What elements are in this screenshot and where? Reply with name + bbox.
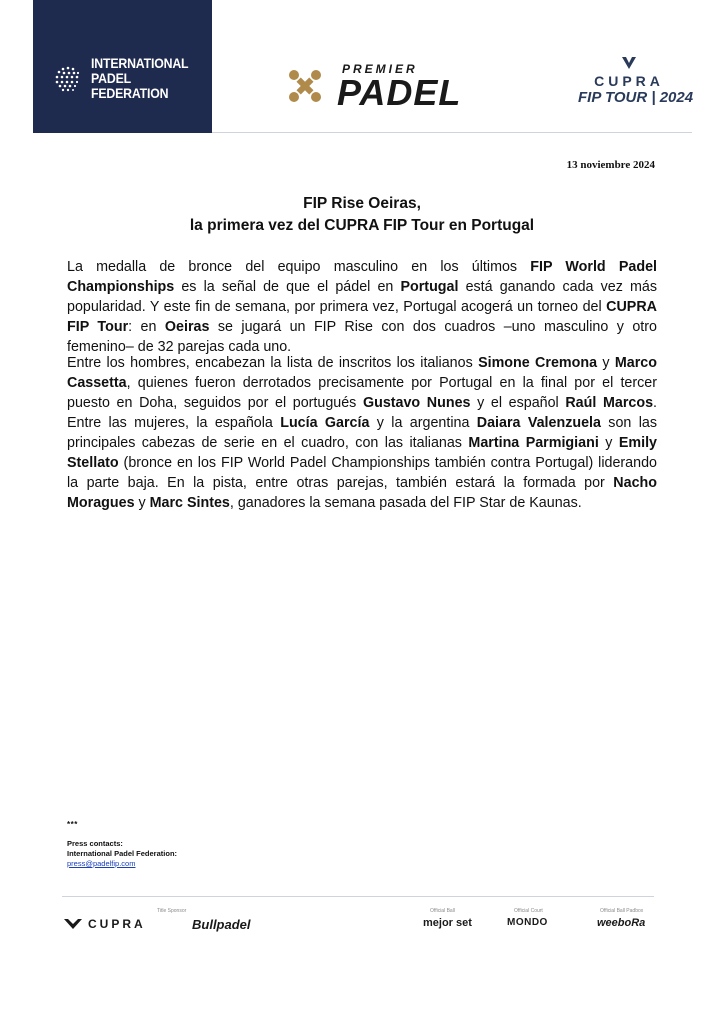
cupra-emblem-icon (578, 55, 680, 73)
press-contacts-org: International Padel Federation: (67, 849, 178, 858)
header-divider (212, 132, 692, 133)
padel-label: PADEL (337, 72, 462, 113)
padel-ball-icon (53, 64, 83, 94)
sponsor-cupra (64, 917, 146, 931)
bold-run: Nacho Moragues (67, 475, 657, 511)
text-run: . Entre las mujeres, la española (67, 395, 658, 431)
sponsor-weeboro: weeboRa (597, 917, 646, 929)
sponsor-caption-title: Title Sponsor (157, 908, 187, 914)
bold-run: Portugal (400, 279, 459, 295)
sponsor-bullpadel: Bullpadel (192, 917, 251, 932)
text-run: y (134, 495, 150, 511)
premier-label: PREMIER (342, 62, 418, 76)
bold-run: Daiara Valenzuela (476, 415, 601, 431)
text-run: se jugará un FIP Rise con dos cuadros –uno masculino y otro femenino– de 32 parejas cada uno. (67, 319, 657, 355)
ipf-line-2: PADEL (91, 70, 131, 86)
text-run: (bronce en los FIP World Padel Championships también contra Portugal) liderando la parte baja. En la pista, entre otras parejas, también estará la formada por (67, 455, 657, 491)
bold-run: FIP World Padel Championships (67, 259, 657, 295)
cupra-emblem-icon (64, 919, 82, 929)
sponsor-caption-court: Official Court (514, 908, 543, 914)
body-paragraph-1 (67, 257, 657, 357)
press-contacts-label: Press contacts: (67, 839, 123, 848)
text-run: , quienes fueron derrotados precisamente por Portugal en la final por el tercer puesto en Doha, seguidos por el portugués (67, 375, 657, 411)
sponsor-cupra-name: CUPRA (88, 917, 146, 931)
text-run: y (598, 435, 619, 451)
bold-run: Oeiras (164, 319, 210, 335)
bold-run: Martina Parmigiani (468, 435, 599, 451)
fip-tour-label: FIP TOUR | 2024 (578, 89, 694, 106)
closing-mark: *** (67, 820, 78, 829)
bold-run: Marco Cassetta (67, 355, 657, 391)
sponsor-mondo: MONDO (507, 917, 548, 928)
cupra-fip-tour-logo (578, 55, 694, 111)
sponsor-mejor-set: mejor set (423, 917, 472, 929)
bold-run: Gustavo Nunes (362, 395, 471, 411)
sponsor-divider (62, 896, 654, 897)
ipf-line-1: INTERNATIONAL (91, 55, 189, 71)
ipf-wordmark (91, 56, 202, 101)
text-run: y la argentina (369, 415, 477, 431)
bold-run: Marc Sintes (149, 495, 230, 511)
text-run: son las principales cabezas de serie en el cuadro, con las italianas (67, 415, 657, 451)
bold-run: Raúl Marcos (565, 395, 654, 411)
text-run: : en (128, 319, 165, 335)
ipf-header-band (33, 0, 212, 133)
text-run: , ganadores la semana pasada del FIP Star de Kaunas. (229, 495, 582, 511)
bold-run: CUPRA FIP Tour (67, 299, 657, 335)
sponsor-caption-ball: Official Ball (430, 908, 455, 914)
bold-run: Emily Stellato (67, 435, 657, 471)
text-run: y el español (470, 395, 566, 411)
premier-padel-logo (285, 62, 485, 112)
premier-padel-flower-icon (285, 66, 329, 106)
body-paragraph-2 (67, 353, 657, 513)
text-run: es la señal de que el pádel en (174, 279, 401, 295)
ipf-line-3: FEDERATION (91, 85, 169, 101)
press-contact-email-link[interactable]: press@padelfip.com (67, 859, 136, 868)
text-run: Entre los hombres, encabezan la lista de inscritos los italianos (67, 355, 479, 371)
release-date: 13 noviembre 2024 (566, 159, 655, 171)
headline-line-2: la primera vez del CUPRA FIP Tour en Portugal (189, 217, 535, 234)
text-run: y (597, 355, 615, 371)
sponsor-caption-padbox: Official Ball Padbox (600, 908, 644, 914)
press-contacts (67, 839, 177, 869)
text-run: está ganando cada vez más popularidad. Y este fin de semana, por primera vez, Portugal acogerá un torneo del (67, 279, 657, 315)
text-run: La medalla de bronce del equipo masculino en los últimos (67, 259, 531, 275)
bold-run: Simone Cremona (478, 355, 598, 371)
cupra-wordmark: CUPRA (594, 73, 664, 89)
ipf-logo (53, 56, 202, 101)
headline-line-1: FIP Rise Oeiras, (303, 195, 421, 212)
bold-run: Lucía García (280, 415, 370, 431)
